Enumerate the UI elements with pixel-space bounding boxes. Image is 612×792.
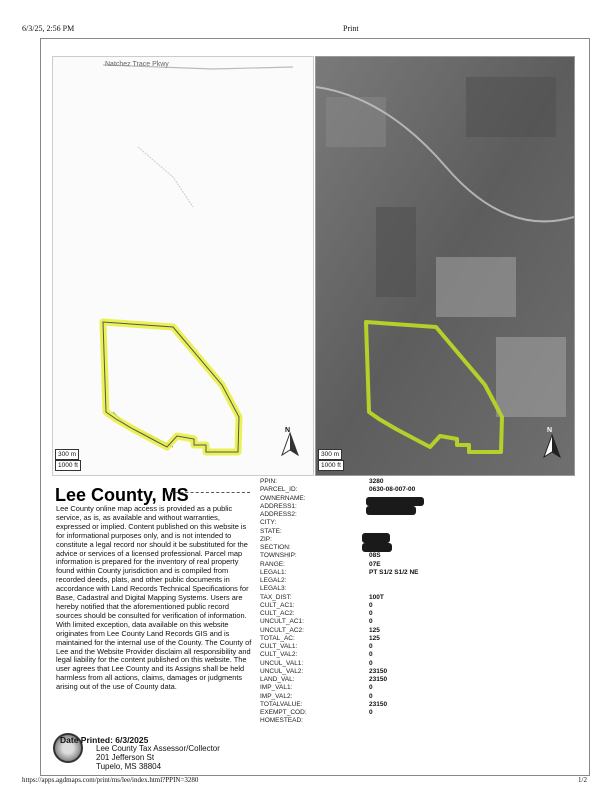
- field-label: OWNERNAME:: [260, 494, 306, 502]
- field-label: LAND_VAL:: [260, 676, 295, 683]
- field-value: 0: [369, 601, 373, 609]
- field-value: 100T: [369, 593, 384, 601]
- field-label: UNCUL_VAL2:: [260, 667, 304, 675]
- field-label: ADDRESS1:: [260, 502, 297, 510]
- field-label: RANGE:: [260, 560, 285, 568]
- field-value: 23150: [369, 700, 388, 708]
- field-label: IMP_VAL1:: [260, 684, 293, 692]
- field-label: PPIN:: [260, 478, 277, 485]
- county-title: Lee County, MS: [55, 485, 189, 505]
- field-label: CULT_AC1:: [260, 601, 295, 609]
- field-label: TOTALVALUE:: [260, 700, 303, 708]
- road-label: Natchez Trace Pkwy: [105, 61, 169, 68]
- field-label: TAX_DIST:: [260, 593, 292, 601]
- field-label: LEGAL2:: [260, 577, 287, 584]
- print-datetime: 6/3/25, 2:56 PM: [22, 24, 75, 33]
- road-map[interactable]: [52, 56, 314, 476]
- assessor-line-2: 201 Jefferson St: [96, 753, 155, 762]
- road-map-graphic: [53, 57, 313, 475]
- scale-metric-left: 300 m: [55, 449, 79, 460]
- field-label: ZIP:: [260, 535, 272, 543]
- date-printed: Date Printed: 6/3/2025: [60, 735, 149, 745]
- field-value: 08S: [369, 552, 381, 560]
- field-value: 125: [369, 634, 380, 642]
- scale-metric-right: 300 m: [318, 449, 342, 460]
- redaction-state-zip: [362, 543, 392, 552]
- field-label: HOMESTEAD:: [260, 717, 303, 725]
- field-label: STATE:: [260, 527, 282, 535]
- field-value: 0: [369, 684, 373, 692]
- field-value: 0: [369, 618, 373, 626]
- field-value: 0: [369, 610, 373, 617]
- field-value: 3280: [369, 478, 384, 485]
- aerial-map-graphic: [316, 57, 574, 475]
- scale-imperial-left: 1000 ft: [55, 460, 81, 471]
- field-label: CULT_VAL1:: [260, 643, 298, 650]
- north-arrow-left: [282, 433, 298, 455]
- field-label: LEGAL1:: [260, 568, 287, 576]
- field-label: UNCULT_AC1:: [260, 618, 304, 626]
- redaction-owner: [366, 497, 424, 506]
- redaction-address: [366, 506, 416, 515]
- scale-imperial-right: 1000 ft: [318, 460, 344, 471]
- field-label: UNCULT_AC2:: [260, 626, 304, 634]
- field-value: 0: [369, 651, 373, 659]
- field-label: IMP_VAL2:: [260, 692, 293, 700]
- print-url[interactable]: https://apps.agdmaps.com/print/ms/lee/index.html?PPIN=3280: [22, 776, 199, 784]
- field-value: 125: [369, 626, 380, 634]
- field-value: 23150: [369, 667, 388, 675]
- parcel-outline-left: [103, 322, 239, 452]
- field-label: SECTION:: [260, 544, 291, 551]
- aerial-map[interactable]: [315, 56, 575, 476]
- title-divider: [170, 492, 250, 493]
- field-label: PARCEL_ID:: [260, 486, 298, 494]
- field-label: TOWNSHIP:: [260, 552, 297, 560]
- field-value: PT S1/2 S1/2 NE: [369, 568, 419, 576]
- field-value: 0630-08-007-00: [369, 486, 416, 494]
- field-value: 23150: [369, 676, 388, 683]
- redaction-city: [362, 533, 390, 543]
- field-label: CITY:: [260, 519, 277, 527]
- field-label: TOTAL_AC:: [260, 634, 295, 642]
- assessor-line-3: Tupelo, MS 38804: [96, 762, 162, 771]
- field-label: UNCUL_VAL1:: [260, 659, 304, 667]
- north-label-right: N: [547, 427, 553, 434]
- assessor-line-1: Lee County Tax Assessor/Collector: [96, 744, 220, 753]
- field-label: EXEMPT_COD:: [260, 709, 307, 716]
- disclaimer-text: Lee County online map access is provided as a public service, as is, as available and without warranties, expressed or implied. Content published on this website is for informational purposes only, and is not intended to constitute a legal record nor should it be substituted for the advice or services of a licensed professional. Parcel map information is prepared for the inventory of real property found within County jurisdiction and is compiled from recorded deeds, plats, and other public documents in accordance with Land Records Technical Specifications for Base, Cadastral and Digital Mapping Systems. Users are hereby notified that the aforementioned public record sources should be consulted for verification of information. With limited exception, data available on this website originates from Lee County Land Records GIS and is maintained for the internal use of the County. The County of Lee and the Website Provider disclaim all responsibility and legal liability for the content published on this website. The user agrees that Lee County and its Assigns shall be held harmless from all actions, claims, damages or judgments arising out of the use of County data.: [56, 504, 252, 692]
- field-label: LEGAL3:: [260, 585, 287, 593]
- north-label-left: N: [285, 427, 291, 434]
- page-number: 1/2: [578, 776, 587, 784]
- field-value: 0: [369, 659, 373, 667]
- field-value: 0: [369, 692, 373, 700]
- field-label: CULT_AC2:: [260, 610, 295, 617]
- field-value: 0: [369, 643, 373, 650]
- field-label: ADDRESS2:: [260, 511, 297, 518]
- field-label: CULT_VAL2:: [260, 651, 298, 659]
- field-value: 07E: [369, 560, 381, 568]
- field-value: 0: [369, 709, 373, 716]
- print-title: Print: [343, 24, 359, 33]
